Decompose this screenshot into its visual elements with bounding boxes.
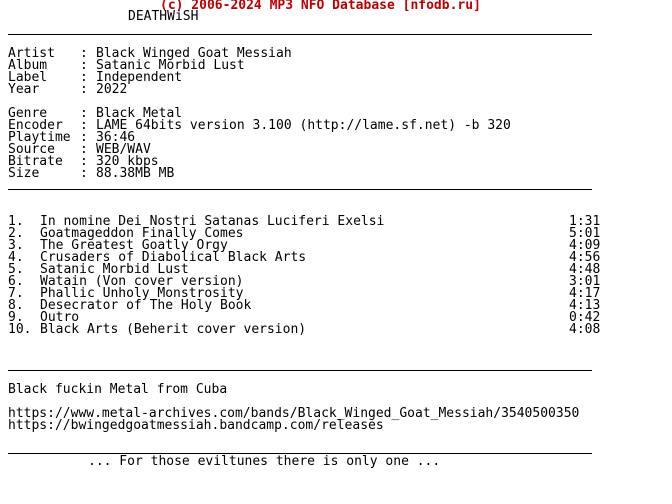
info-separator: :	[80, 46, 88, 61]
info-separator: :	[80, 58, 88, 73]
info-separator: :	[80, 154, 88, 169]
info-key: Encoder	[8, 118, 63, 133]
track-row	[8, 322, 601, 337]
info-value: 36:46	[96, 130, 136, 145]
divider	[8, 189, 592, 190]
info-key: Album	[8, 58, 48, 73]
info-value: LAME 64bits version 3.100 (http://lame.sf.net) -b 320	[96, 118, 511, 133]
track-length: 1:31	[569, 214, 601, 229]
track-number: 7.	[8, 286, 24, 301]
track-length: 3:01	[569, 274, 601, 289]
info-key: Genre	[8, 106, 48, 121]
track-length: 4:13	[569, 298, 601, 313]
track-title: Watain (Von cover version)	[40, 274, 244, 289]
track-title: Crusaders of Diabolical Black Arts	[40, 250, 307, 265]
info-value: WEB/WAV	[96, 142, 151, 157]
track-number: 3.	[8, 238, 24, 253]
track-title: In nomine Dei Nostri Satanas Luciferi Exelsi	[40, 214, 385, 229]
track-number: 10.	[8, 322, 32, 337]
release-group-name: DEATHWiSH	[128, 9, 199, 24]
track-number: 4.	[8, 250, 24, 265]
track-title: Black Arts (Beherit cover version)	[40, 322, 307, 337]
track-title: Phallic Unholy Monstrosity	[40, 286, 244, 301]
track-title: Satanic Morbid Lust	[40, 262, 189, 277]
info-value: 2022	[96, 82, 128, 97]
track-title: Outro	[40, 310, 80, 325]
track-length: 4:48	[569, 262, 601, 277]
info-separator: :	[80, 166, 88, 181]
info-separator: :	[80, 130, 88, 145]
track-title: Goatmageddon Finally Comes	[40, 226, 244, 241]
track-number: 1.	[8, 214, 24, 229]
tagline: Black fuckin Metal from Cuba	[8, 382, 228, 397]
divider	[8, 370, 592, 371]
info-row-year	[8, 84, 127, 96]
info-key: Label	[8, 70, 48, 85]
track-length: 0:42	[569, 310, 601, 325]
info-key: Year	[8, 82, 40, 97]
info-value: 320 kbps	[96, 154, 159, 169]
track-number: 6.	[8, 274, 24, 289]
track-number: 5.	[8, 262, 24, 277]
info-key: Artist	[8, 46, 55, 61]
info-key: Playtime	[8, 130, 71, 145]
track-number: 2.	[8, 226, 24, 241]
info-value: 88.38MB MB	[96, 166, 175, 181]
info-separator: :	[80, 106, 88, 121]
info-separator: :	[80, 70, 88, 85]
footer-text: ... For those eviltunes there is only one ...	[88, 454, 441, 469]
info-row-size	[8, 168, 174, 180]
info-separator: :	[80, 118, 88, 133]
track-title: Desecrator of The Holy Book	[40, 298, 252, 313]
info-key: Size	[8, 166, 40, 181]
info-separator: :	[80, 142, 88, 157]
track-number: 8.	[8, 298, 24, 313]
track-length: 4:56	[569, 250, 601, 265]
info-value: Black Winged Goat Messiah	[96, 46, 292, 61]
track-length: 4:08	[569, 322, 601, 337]
divider	[8, 34, 592, 35]
track-length: 4:17	[569, 286, 601, 301]
info-value: Independent	[96, 70, 183, 85]
copyright-header: (c) 2006-2024 MP3 NFO Database [nfodb.ru]	[160, 0, 481, 13]
track-title: The Greatest Goatly Orgy	[40, 238, 228, 253]
info-key: Source	[8, 142, 55, 157]
metal-archives-link[interactable]: https://www.metal-archives.com/bands/Black_Winged_Goat_Messiah/3540500350	[8, 406, 580, 421]
track-length: 5:01	[569, 226, 601, 241]
info-separator: :	[80, 82, 88, 97]
info-value: Black Metal	[96, 106, 183, 121]
bandcamp-link[interactable]: https://bwingedgoatmessiah.bandcamp.com/releases	[8, 418, 384, 433]
track-length: 4:09	[569, 238, 601, 253]
info-value: Satanic Morbid Lust	[96, 58, 245, 73]
track-number: 9.	[8, 310, 24, 325]
info-key: Bitrate	[8, 154, 63, 169]
